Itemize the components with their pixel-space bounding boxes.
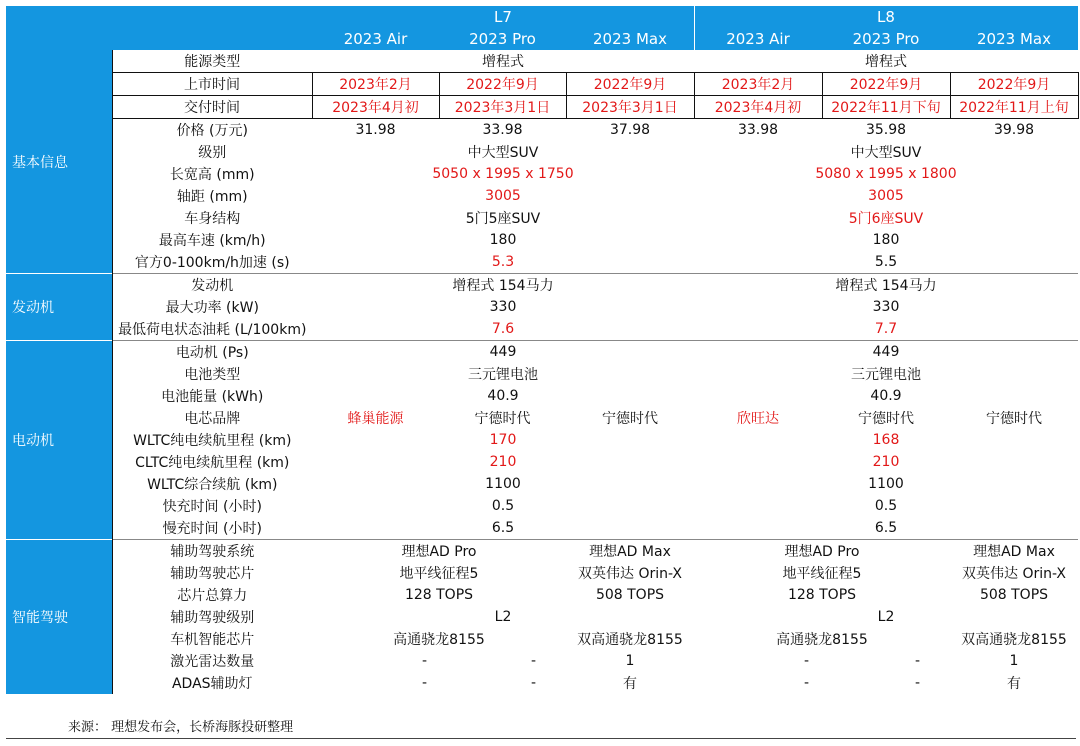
- header-l7: L7: [312, 6, 694, 28]
- table-row: [6, 628, 1078, 650]
- table-row: [6, 495, 1078, 517]
- row-label: 电芯品牌: [112, 407, 312, 429]
- value-cell: 7.6: [491, 321, 515, 337]
- table-row: [6, 73, 1078, 96]
- value-cell: 5门5座SUV: [465, 211, 541, 227]
- value-cell: -: [422, 653, 428, 669]
- value-cell: 449: [312, 341, 694, 364]
- value-cell: 2023年4月初: [694, 96, 822, 119]
- table-row: [6, 50, 1078, 73]
- trim-cell: 2023 Air: [694, 28, 822, 50]
- table-row: [6, 407, 1078, 429]
- value-cell: -: [914, 653, 920, 669]
- value-cell: 40.9: [487, 388, 519, 404]
- value-cell: 5门6座SUV: [848, 211, 924, 227]
- value-cell: 2023年2月: [694, 73, 822, 96]
- value-cell: 449: [694, 341, 1078, 364]
- row-label: 电池类型: [112, 363, 312, 385]
- value-cell: 2022年9月: [566, 73, 694, 96]
- table-row: [6, 341, 1078, 364]
- footer-rule: [6, 738, 1076, 739]
- row-label: 发动机: [112, 274, 312, 297]
- value-cell: -: [530, 675, 536, 691]
- value-cell: 0.5: [491, 498, 515, 514]
- category-adas: 智能驾驶: [6, 540, 112, 695]
- header-l8: L8: [694, 6, 1078, 28]
- row-label: 价格 (万元): [112, 119, 312, 142]
- row-label: 最大功率 (kW): [112, 296, 312, 318]
- table-row: [6, 540, 1078, 563]
- value-cell: 6.5: [491, 520, 515, 536]
- value-cell: 180: [872, 232, 900, 248]
- table-row: [6, 207, 1078, 229]
- value-cell: 三元锂电池: [851, 367, 921, 383]
- category-basic: 基本信息: [6, 50, 112, 274]
- row-label: 车身结构: [112, 207, 312, 229]
- value-cell: 2022年9月: [439, 73, 566, 96]
- row-label: 电池能量 (kWh): [112, 385, 312, 407]
- table-row: [6, 606, 1078, 628]
- row-label: 快充时间 (小时): [112, 495, 312, 517]
- table-row: [6, 473, 1078, 495]
- value-cell: -: [804, 675, 810, 691]
- table-row: [6, 584, 1078, 606]
- value-cell: 3005: [868, 188, 904, 204]
- row-label: 辅助驾驶系统: [112, 540, 312, 563]
- value-cell: 168: [872, 432, 900, 448]
- value-cell: 1: [1009, 653, 1019, 669]
- value-cell: L2: [877, 609, 895, 625]
- row-label: 电动机 (Ps): [112, 341, 312, 364]
- value-cell: -: [530, 653, 536, 669]
- value-cell: 2023年3月1日: [439, 96, 566, 119]
- value-cell: 39.98: [993, 122, 1035, 138]
- table-row: [6, 562, 1078, 584]
- row-label: 最低荷电状态油耗 (L/100km): [112, 318, 312, 341]
- source-note: 来源： 理想发布会，长桥海豚投研整理: [68, 720, 294, 735]
- header-corner: [6, 6, 312, 50]
- value-cell: 2022年9月: [950, 73, 1078, 96]
- value-cell: 增程式 154马力: [694, 274, 1078, 297]
- table-row: [6, 185, 1078, 207]
- value-cell: 5.5: [874, 254, 898, 270]
- value-cell: 蜂巢能源: [347, 411, 404, 427]
- value-cell: 1: [625, 653, 635, 669]
- value-cell: 128 TOPS: [404, 587, 474, 603]
- row-label: 官方0-100km/h加速 (s): [112, 251, 312, 274]
- header-row-model: [6, 6, 1078, 28]
- value-cell: 6.5: [874, 520, 898, 536]
- table-row: [6, 672, 1078, 694]
- trim-cell: 2023 Air: [312, 28, 439, 50]
- value-cell: 地平线征程5: [399, 566, 479, 582]
- value-cell: 三元锂电池: [468, 367, 538, 383]
- value-cell: 210: [489, 454, 517, 470]
- row-label: ADAS辅助灯: [112, 672, 312, 694]
- value-cell: 7.7: [874, 321, 898, 337]
- table-row: [6, 163, 1078, 185]
- table-row: [6, 318, 1078, 341]
- value-cell: 5050 x 1995 x 1750: [432, 166, 574, 182]
- value-cell: 宁德时代: [602, 411, 658, 427]
- value-cell: 宁德时代: [986, 411, 1042, 427]
- row-label: CLTC纯电续航里程 (km): [112, 451, 312, 473]
- row-label: 车机智能芯片: [112, 628, 312, 650]
- row-label: 上市时间: [112, 73, 312, 96]
- value-cell: 理想AD Max: [950, 540, 1078, 563]
- value-cell: 180: [489, 232, 517, 248]
- value-cell: 双英伟达 Orin-X: [962, 566, 1066, 582]
- value-cell: 0.5: [874, 498, 898, 514]
- value-cell: 170: [489, 432, 517, 448]
- value-cell: 高通骁龙8155: [776, 632, 868, 648]
- table-row: [6, 517, 1078, 540]
- category-motor: 电动机: [6, 341, 112, 540]
- spec-table: [6, 6, 1079, 694]
- row-label: 芯片总算力: [112, 584, 312, 606]
- header-divider: [694, 6, 695, 50]
- row-label: 最高车速 (km/h): [112, 229, 312, 251]
- value-cell: 2022年9月: [822, 73, 950, 96]
- value-cell: 37.98: [609, 122, 651, 138]
- table-row: [6, 141, 1078, 163]
- trim-cell: 2023 Max: [566, 28, 694, 50]
- value-cell: 33.98: [482, 122, 523, 138]
- value-cell: 5.3: [491, 254, 515, 270]
- value-cell: 1100: [868, 476, 904, 492]
- value-cell: 有: [623, 676, 637, 692]
- row-label: WLTC综合续航 (km): [112, 473, 312, 495]
- value-cell: 欣旺达: [737, 411, 779, 427]
- category-engine: 发动机: [6, 274, 112, 341]
- value-cell: 2023年2月: [312, 73, 439, 96]
- table-row: [6, 229, 1078, 251]
- value-cell: L2: [494, 609, 512, 625]
- value-cell: -: [804, 653, 810, 669]
- value-cell: 双高通骁龙8155: [961, 632, 1067, 648]
- value-cell: 理想AD Max: [566, 540, 694, 563]
- value-cell: 双高通骁龙8155: [577, 632, 683, 648]
- value-cell: 中大型SUV: [467, 145, 539, 161]
- value-cell: 2022年11月下旬: [822, 96, 950, 119]
- value-cell: 增程式 154马力: [312, 274, 694, 297]
- value-cell: 高通骁龙8155: [393, 632, 485, 648]
- value-cell: 33.98: [737, 122, 779, 138]
- value-cell: 2023年4月初: [312, 96, 439, 119]
- table-row: [6, 96, 1078, 119]
- table-row: [6, 119, 1078, 142]
- value-cell: 地平线征程5: [782, 566, 862, 582]
- table-row: [6, 451, 1078, 473]
- value-cell: 理想AD Pro: [694, 540, 950, 563]
- row-label: 辅助驾驶级别: [112, 606, 312, 628]
- table-row: [6, 429, 1078, 451]
- row-label: 慢充时间 (小时): [112, 517, 312, 540]
- table-row: [6, 274, 1078, 297]
- row-label: 能源类型: [112, 50, 312, 73]
- value-cell: 双英伟达 Orin-X: [578, 566, 682, 582]
- value-cell: 210: [872, 454, 900, 470]
- value-cell: 31.98: [355, 122, 396, 138]
- row-label: WLTC纯电续航里程 (km): [112, 429, 312, 451]
- table-row: [6, 251, 1078, 274]
- value-cell: 40.9: [870, 388, 902, 404]
- value-cell: 宁德时代: [858, 411, 914, 427]
- table-row: [6, 650, 1078, 672]
- value-cell: 3005: [485, 188, 521, 204]
- trim-cell: 2023 Pro: [439, 28, 566, 50]
- value-cell: 330: [872, 299, 900, 315]
- table-row: [6, 296, 1078, 318]
- value-cell: 增程式: [865, 54, 907, 70]
- table-row: [6, 385, 1078, 407]
- value-cell: 理想AD Pro: [312, 540, 566, 563]
- value-cell: 有: [1007, 676, 1021, 692]
- value-cell: 宁德时代: [474, 411, 531, 427]
- value-cell: 1100: [485, 476, 521, 492]
- value-cell: 增程式: [482, 54, 524, 70]
- row-label: 轴距 (mm): [112, 185, 312, 207]
- trim-cell: 2023 Max: [950, 28, 1078, 50]
- value-cell: 508 TOPS: [979, 587, 1049, 603]
- row-label: 交付时间: [112, 96, 312, 119]
- value-cell: 中大型SUV: [850, 145, 922, 161]
- value-cell: 128 TOPS: [787, 587, 857, 603]
- row-label: 辅助驾驶芯片: [112, 562, 312, 584]
- value-cell: 508 TOPS: [595, 587, 665, 603]
- row-label: 长宽高 (mm): [112, 163, 312, 185]
- row-label: 激光雷达数量: [112, 650, 312, 672]
- value-cell: 330: [489, 299, 517, 315]
- table-row: [6, 363, 1078, 385]
- value-cell: 35.98: [865, 122, 907, 138]
- value-cell: 2022年11月上旬: [950, 96, 1078, 119]
- value-cell: -: [422, 675, 428, 691]
- value-cell: -: [914, 675, 920, 691]
- value-cell: 2023年3月1日: [566, 96, 694, 119]
- row-label: 级别: [112, 141, 312, 163]
- value-cell: 5080 x 1995 x 1800: [815, 166, 957, 182]
- trim-cell: 2023 Pro: [822, 28, 950, 50]
